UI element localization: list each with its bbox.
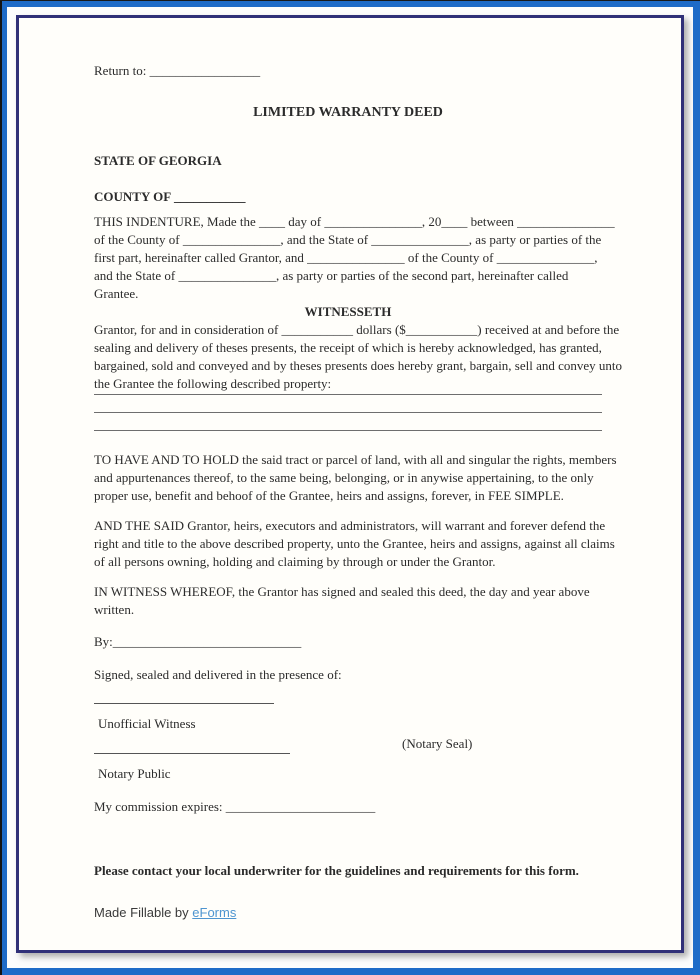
scan-edge-left [0, 0, 2, 975]
paragraph-line: Grantor, for and in consideration of ___________ dollars ($___________) received at and before the [94, 322, 620, 337]
document-title: LIMITED WARRANTY DEED [253, 105, 443, 120]
paragraph-line: AND THE SAID Grantor, heirs, executors and administrators, will warrant and forever defend the [94, 518, 606, 533]
by-label: By: [94, 634, 113, 649]
eforms-link[interactable]: eForms [192, 905, 237, 920]
paragraph-line: IN WITNESS WHEREOF, the Grantor has signed and sealed this deed, the day and year above [94, 584, 590, 599]
county-label: COUNTY OF [94, 189, 174, 204]
footer-credit-prefix: Made Fillable by [94, 905, 193, 920]
paragraph-line: Grantee. [94, 286, 139, 301]
notary-public-label: Notary Public [98, 766, 171, 781]
return-to-blank-field[interactable]: _________________ [149, 63, 261, 78]
witness-whereof-paragraph [94, 583, 602, 619]
deed-document-page [16, 15, 684, 953]
commission-expires-line [94, 798, 609, 816]
paragraph-line: the Grantee the following described property: [94, 376, 332, 391]
unofficial-witness-signature-field[interactable] [94, 684, 274, 704]
paragraph-line: written. [94, 602, 135, 617]
deed-content [19, 18, 623, 922]
state-heading: STATE OF GEORGIA [94, 153, 222, 168]
notary-signature-row [94, 733, 602, 754]
by-signature-line [94, 633, 609, 651]
warranty-paragraph [94, 517, 615, 571]
property-description-line-field[interactable] [94, 412, 602, 430]
return-to-label: Return to: [94, 63, 150, 78]
paragraph-line: bargained, sold and conveyed and by theses presents does hereby grant, bargain, sell and convey unto [94, 358, 623, 373]
paragraph-line: of all persons owning, holding and claiming by through or under the Grantor. [94, 554, 496, 569]
habendum-paragraph [94, 451, 617, 505]
footer-credit-line [94, 904, 609, 922]
paragraph-line: sealing and delivery of theses presents, the receipt of which is hereby acknowledged, has granted, [94, 340, 602, 355]
paragraph-line: and the State of _______________, as party or parties of the second part, hereinafter called [94, 268, 569, 283]
notary-signature-field[interactable] [94, 734, 290, 754]
property-description-blanks [94, 394, 602, 448]
witnesseth-heading: WITNESSETH [304, 304, 392, 319]
indenture-paragraph [94, 213, 615, 303]
underwriter-notice: Please contact your local underwriter for the guidelines and requirements for this form. [94, 863, 579, 878]
property-description-line-field[interactable] [94, 394, 602, 412]
return-to-line [94, 62, 609, 80]
signed-delivered-line: Signed, sealed and delivered in the presence of: [94, 667, 342, 682]
county-line [94, 188, 609, 206]
scan-edge-top [0, 0, 700, 1]
commission-expires-label: My commission expires: [94, 799, 226, 814]
unofficial-witness-label: Unofficial Witness [98, 716, 196, 731]
paragraph-line: and appurtenances thereof, to the same being, belonging, or in anywise appertaining, to the only [94, 470, 594, 485]
commission-expires-blank-field[interactable]: _______________________ [225, 799, 376, 814]
consideration-paragraph [94, 321, 623, 393]
by-signature-blank-field[interactable]: _____________________________ [112, 634, 302, 649]
paragraph-line: TO HAVE AND TO HOLD the said tract or parcel of land, with all and singular the rights, members [94, 452, 617, 467]
paragraph-line: proper use, benefit and behoof of the Grantee, heirs and assigns, forever, in FEE SIMPLE. [94, 488, 564, 503]
notary-seal-label: (Notary Seal) [402, 736, 473, 751]
paragraph-line: right and title to the above described property, unto the Grantee, heirs and assigns, against all claims [94, 536, 615, 551]
paragraph-line: first part, hereinafter called Grantor, and _______________ of the County of _______________, [94, 250, 598, 265]
paragraph-line: of the County of _______________, and the State of _______________, as party or parties of the [94, 232, 602, 247]
county-blank-field[interactable]: ___________ [173, 189, 246, 204]
property-description-line-field[interactable] [94, 430, 602, 448]
paragraph-line: THIS INDENTURE, Made the ____ day of _______________, 20____ between _______________ [94, 214, 615, 229]
